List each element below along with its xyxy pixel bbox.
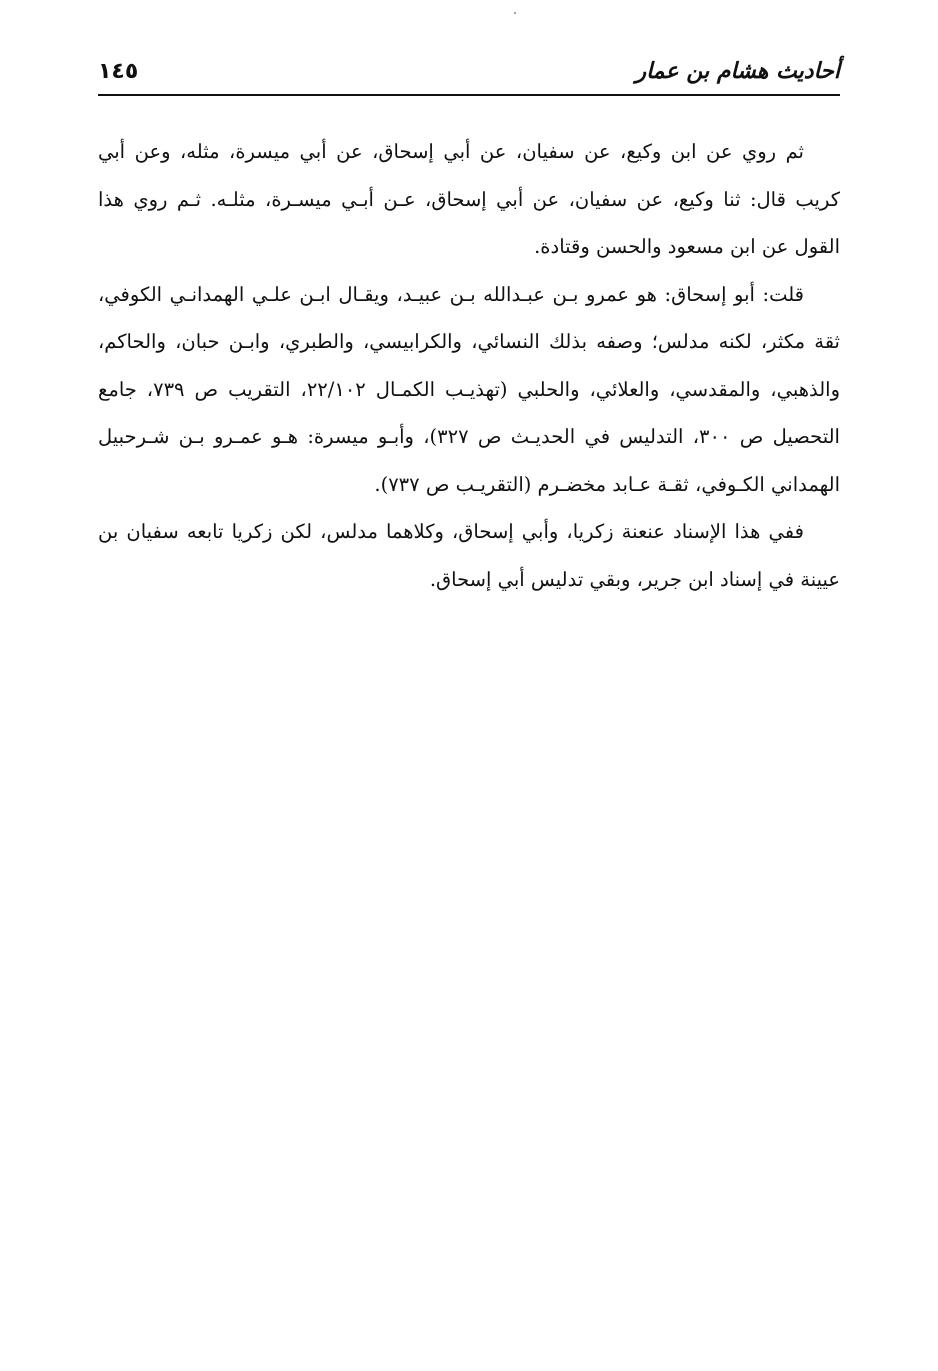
page-header (98, 54, 840, 94)
paragraph-1: ثم روي عن ابن وكيع، عن سفيان، عن أبي إسحاق، عن أبي ميسرة، مثله، وعن أبي كريب قال: ثنا وكيع، عن سفيان، عن أبي إسحاق، عـن أبـي ميسـرة، مثلـه. ثـم روي هذا القول عن ابن مسعود والحسن وقتادة. (98, 140, 840, 258)
paragraph-3: ففي هذا الإسناد عنعنة زكريا، وأبي إسحاق، وكلاهما مدلس، لكن زكريا تابعه سفيان بن عيينة في إسناد ابن جرير، وبقي تدليس أبي إسحاق. (98, 520, 840, 591)
page-number: ١٤٥ (98, 59, 139, 84)
header-rule (98, 94, 840, 96)
paragraph-2: قلت: أبو إسحاق: هو عمرو بـن عبـدالله بـن عبيـد، ويقـال ابـن علـي الهمدانـي الكوفي، ثقة مكثر، لكنه مدلس؛ وصفه بذلك النسائي، والكرابيسي، والطبري، وابـن حبان، والحاكم، والذهبي، والمقدسي، والعلائي، والحلبي (تهذيـب الكمـال ٢٢/١٠٢، التقريب ص ٧٣٩، جامع التحصيل ص ٣٠٠، التدليس في الحديـث ص ٣٢٧)، وأبـو ميسرة: هـو عمـرو بـن شـرحبيل الهمداني الكـوفي، ثقـة عـابد مخضـرم (التقريـب ص ٧٣٧). (98, 282, 841, 496)
scan-speck (514, 12, 516, 14)
body-text (98, 128, 840, 603)
running-title: أحاديث هشام بن عمار (635, 59, 840, 84)
